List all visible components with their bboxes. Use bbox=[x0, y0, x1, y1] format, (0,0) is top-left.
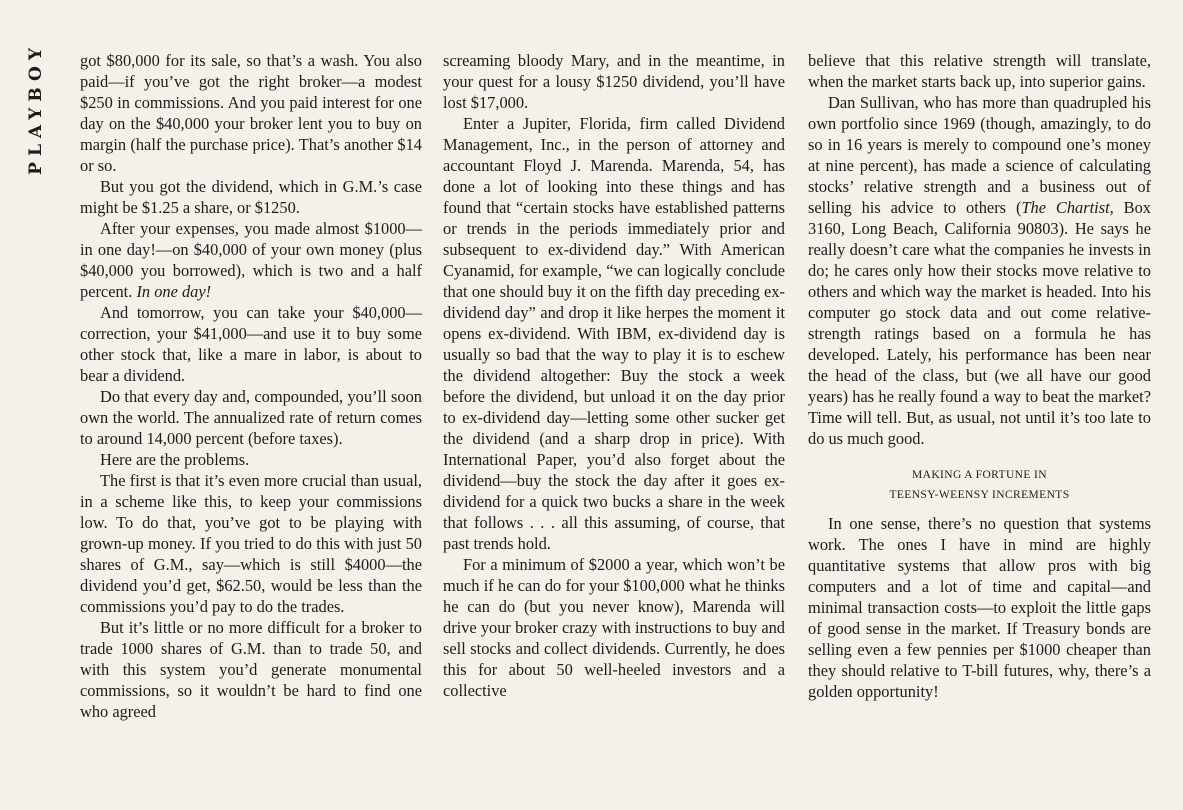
paragraph: screaming bloody Mary, and in the meantime, in your quest for a lousy $1250 dividend, you’ll have lost $17,000. bbox=[443, 51, 785, 112]
section-heading-line-2: TEENSY-WEENSY INCREMENTS bbox=[889, 489, 1070, 501]
paragraph: The first is that it’s even more crucial than usual, in a scheme like this, to keep your commissions low. To do that, you’ve got to be playing with grown-up money. If you tried to do this with just 50 shares of G.M., say—which is still $4000—the dividend you’d get, $62.50, would be less than the commissions you’d pay to do the trades. bbox=[80, 471, 422, 616]
paragraph-text: Dan Sullivan, who has more than quadrupled his own portfolio since 1969 (though, amazingly, to do so in 16 years is merely to compound one’s money at nine percent), has made a science of calculating stocks’ relative strength and a business out of selling his advice to others ( bbox=[808, 93, 1151, 217]
column-2 bbox=[443, 50, 785, 701]
section-heading bbox=[808, 465, 1151, 505]
paragraph-text: After your expenses, you made almost $1000—in one day!—on $40,000 of your own money (plus $40,000 you borrowed), which is two and a half percent. bbox=[80, 219, 422, 301]
paragraph-text: Box 3160, Long Beach, California 90803). He says he really doesn’t care what the companies he invests in do; he cares only how their stocks move relative to others and which way the market is headed. Into his computer go stock data and out come relative-strength ratings based on a formula he has developed. Lately, his performance has been near the head of the class, but (we all have our good years) has he really found a way to beat the market? Time will tell. But, as usual, not until it’s too late to do us much good. bbox=[808, 198, 1151, 448]
paragraph: For a minimum of $2000 a year, which won’t be much if he can do for your $100,000 what he thinks he can do (but you never know), Marenda will drive your broker crazy with instructions to buy and sell stocks and collect dividends. Currently, he does this for about 50 well-heeled investors and a collective bbox=[443, 555, 785, 700]
paragraph: But it’s little or no more difficult for a broker to trade 1000 shares of G.M. than to trade 50, and with this system you’d generate monumental commissions, so it wouldn’t be hard to find one who agreed bbox=[80, 618, 422, 721]
paragraph: Do that every day and, compounded, you’ll soon own the world. The annualized rate of return comes to around 14,000 percent (before taxes). bbox=[80, 387, 422, 448]
running-head: PLAYBOY bbox=[26, 42, 46, 175]
paragraph: But you got the dividend, which in G.M.’s case might be $1.25 a share, or $1250. bbox=[80, 177, 422, 217]
publication-title: The Chartist, bbox=[1021, 198, 1114, 217]
paragraph bbox=[808, 92, 1151, 449]
column-1 bbox=[80, 50, 422, 722]
paragraph: And tomorrow, you can take your $40,000—correction, your $41,000—and use it to buy some other stock that, like a mare in labor, is about to bear a dividend. bbox=[80, 303, 422, 385]
paragraph: got $80,000 for its sale, so that’s a wash. You also paid—if you’ve got the right broker—a modest $250 in commissions. And you paid interest for one day on the $40,000 your broker lent you to buy on margin (half the purchase price). That’s another $14 or so. bbox=[80, 51, 422, 175]
paragraph: In one sense, there’s no question that systems work. The ones I have in mind are highly quantitative systems that allow pros with big computers and a lot of time and capital—and minimal transaction costs—to exploit the little gaps of good sense in the market. If Treasury bonds are selling even a few pennies per $1000 cheaper than they should relative to T-bill futures, why, there’s a golden opportunity! bbox=[808, 514, 1151, 701]
section-heading-line-1: MAKING A FORTUNE IN bbox=[911, 469, 1047, 481]
column-3 bbox=[808, 50, 1151, 702]
paragraph: Here are the problems. bbox=[100, 450, 250, 469]
emphasis: In one day! bbox=[136, 282, 212, 301]
paragraph bbox=[80, 218, 422, 302]
paragraph: Enter a Jupiter, Florida, firm called Dividend Management, Inc., in the person of attorney and accountant Floyd J. Marenda. Marenda, 54, has done a lot of looking into these things and has found that “certain stocks have established patterns or trends in the periods immediately prior and subsequent to ex-dividend day.” With American Cyanamid, for example, “we can logically conclude that one should buy it on the fifth day preceding ex-dividend day” and drop it like herpes the moment it opens ex-dividend. With IBM, ex-dividend day is usually so bad that the way to play it is to eschew the dividend altogether: Buy the stock a week before the dividend, but unload it on the day prior to ex-dividend day—letting some other sucker get the dividend (and a sharp drop in price). With International Paper, you’d also forget about the dividend—buy the stock the day after it goes ex-dividend for a quick two bucks a share in the week that follows . . . all this assuming, of course, that past trends hold. bbox=[443, 114, 785, 553]
paragraph: believe that this relative strength will translate, when the market starts back up, into superior gains. bbox=[808, 51, 1151, 91]
